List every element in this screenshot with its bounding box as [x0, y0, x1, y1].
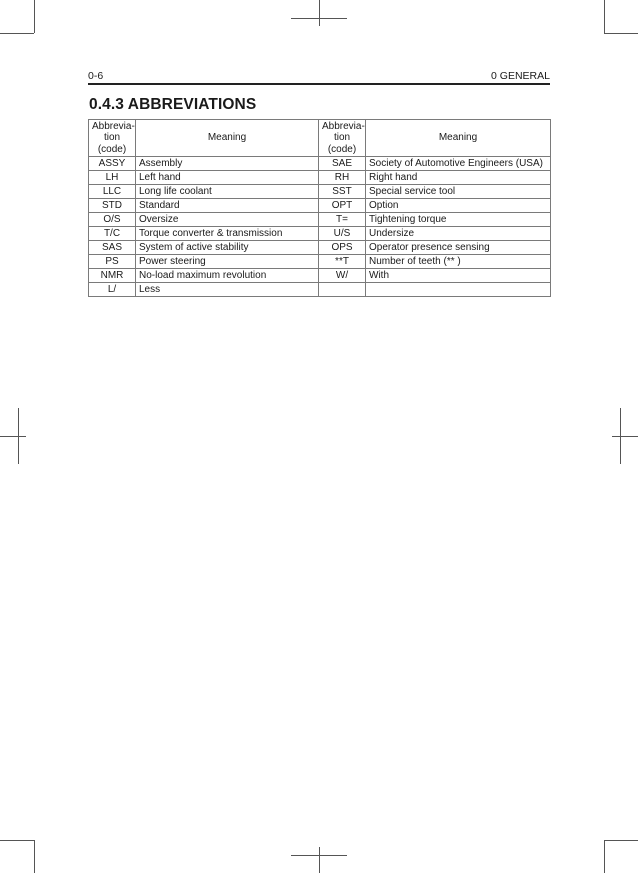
abbreviation-code: O/S [89, 213, 136, 227]
table-row [89, 199, 551, 213]
crop-mark [604, 840, 638, 841]
abbreviation-meaning: Left hand [136, 171, 319, 185]
crop-mark [604, 840, 605, 873]
abbreviation-meaning: Oversize [136, 213, 319, 227]
code-header-line: tion [103, 132, 121, 144]
code-header-line: Abbrevia- [322, 120, 365, 132]
abbreviation-meaning: Special service tool [366, 185, 551, 199]
registration-mark [18, 408, 19, 464]
abbreviations-table [88, 119, 551, 297]
registration-mark [319, 0, 320, 26]
meaning-column-header: Meaning [136, 120, 319, 157]
page-header [88, 70, 550, 84]
abbreviation-code: OPT [319, 199, 366, 213]
abbreviation-code: SST [319, 185, 366, 199]
abbreviation-code [319, 283, 366, 297]
abbreviation-code: **T [319, 255, 366, 269]
crop-mark [0, 33, 34, 34]
abbreviation-meaning: Society of Automotive Engineers (USA) [366, 157, 551, 171]
abbreviation-meaning: Undersize [366, 227, 551, 241]
chapter-title: 0 GENERAL [491, 70, 550, 82]
table-row [89, 269, 551, 283]
abbreviation-code: LLC [89, 185, 136, 199]
table-header-row [89, 120, 551, 157]
abbreviation-code: W/ [319, 269, 366, 283]
code-column-header [89, 120, 136, 157]
code-column-header [319, 120, 366, 157]
table-row [89, 157, 551, 171]
table-row [89, 227, 551, 241]
registration-mark [620, 408, 621, 464]
abbreviation-code: U/S [319, 227, 366, 241]
table-row [89, 185, 551, 199]
abbreviation-code: SAS [89, 241, 136, 255]
abbreviation-meaning [366, 283, 551, 297]
abbreviation-meaning: Right hand [366, 171, 551, 185]
table-row [89, 213, 551, 227]
abbreviation-code: ASSY [89, 157, 136, 171]
code-header-line: tion [333, 132, 351, 144]
header-divider [88, 83, 550, 85]
table-row [89, 171, 551, 185]
abbreviation-meaning: Number of teeth (** ) [366, 255, 551, 269]
abbreviation-meaning: Option [366, 199, 551, 213]
abbreviation-meaning: Standard [136, 199, 319, 213]
registration-mark [612, 436, 638, 437]
abbreviation-meaning: Torque converter & transmission [136, 227, 319, 241]
abbreviation-meaning: Operator presence sensing [366, 241, 551, 255]
abbreviation-meaning: No-load maximum revolution [136, 269, 319, 283]
code-header-line: (code) [97, 143, 127, 155]
abbreviation-meaning: Tightening torque [366, 213, 551, 227]
abbreviation-meaning: Less [136, 283, 319, 297]
abbreviation-meaning: Assembly [136, 157, 319, 171]
table-row [89, 255, 551, 269]
abbreviation-code: LH [89, 171, 136, 185]
crop-mark [34, 840, 35, 873]
abbreviation-meaning: With [366, 269, 551, 283]
abbreviation-code: T= [319, 213, 366, 227]
table-row [89, 283, 551, 297]
abbreviation-code: OPS [319, 241, 366, 255]
code-header-line: Abbrevia- [92, 120, 135, 132]
abbreviation-code: T/C [89, 227, 136, 241]
abbreviation-code: NMR [89, 269, 136, 283]
meaning-column-header: Meaning [366, 120, 551, 157]
abbreviation-code: PS [89, 255, 136, 269]
registration-mark [319, 847, 320, 873]
crop-mark [604, 0, 605, 33]
abbreviation-code: L/ [89, 283, 136, 297]
table-row [89, 241, 551, 255]
abbreviation-meaning: Long life coolant [136, 185, 319, 199]
abbreviation-code: STD [89, 199, 136, 213]
section-title: 0.4.3 ABBREVIATIONS [89, 96, 257, 113]
registration-mark [0, 436, 26, 437]
page-number: 0-6 [88, 70, 104, 82]
abbreviation-meaning: System of active stability [136, 241, 319, 255]
crop-mark [34, 0, 35, 33]
abbreviation-meaning: Power steering [136, 255, 319, 269]
abbreviation-code: SAE [319, 157, 366, 171]
crop-mark [604, 33, 638, 34]
abbreviation-code: RH [319, 171, 366, 185]
crop-mark [0, 840, 34, 841]
code-header-line: (code) [327, 143, 357, 155]
